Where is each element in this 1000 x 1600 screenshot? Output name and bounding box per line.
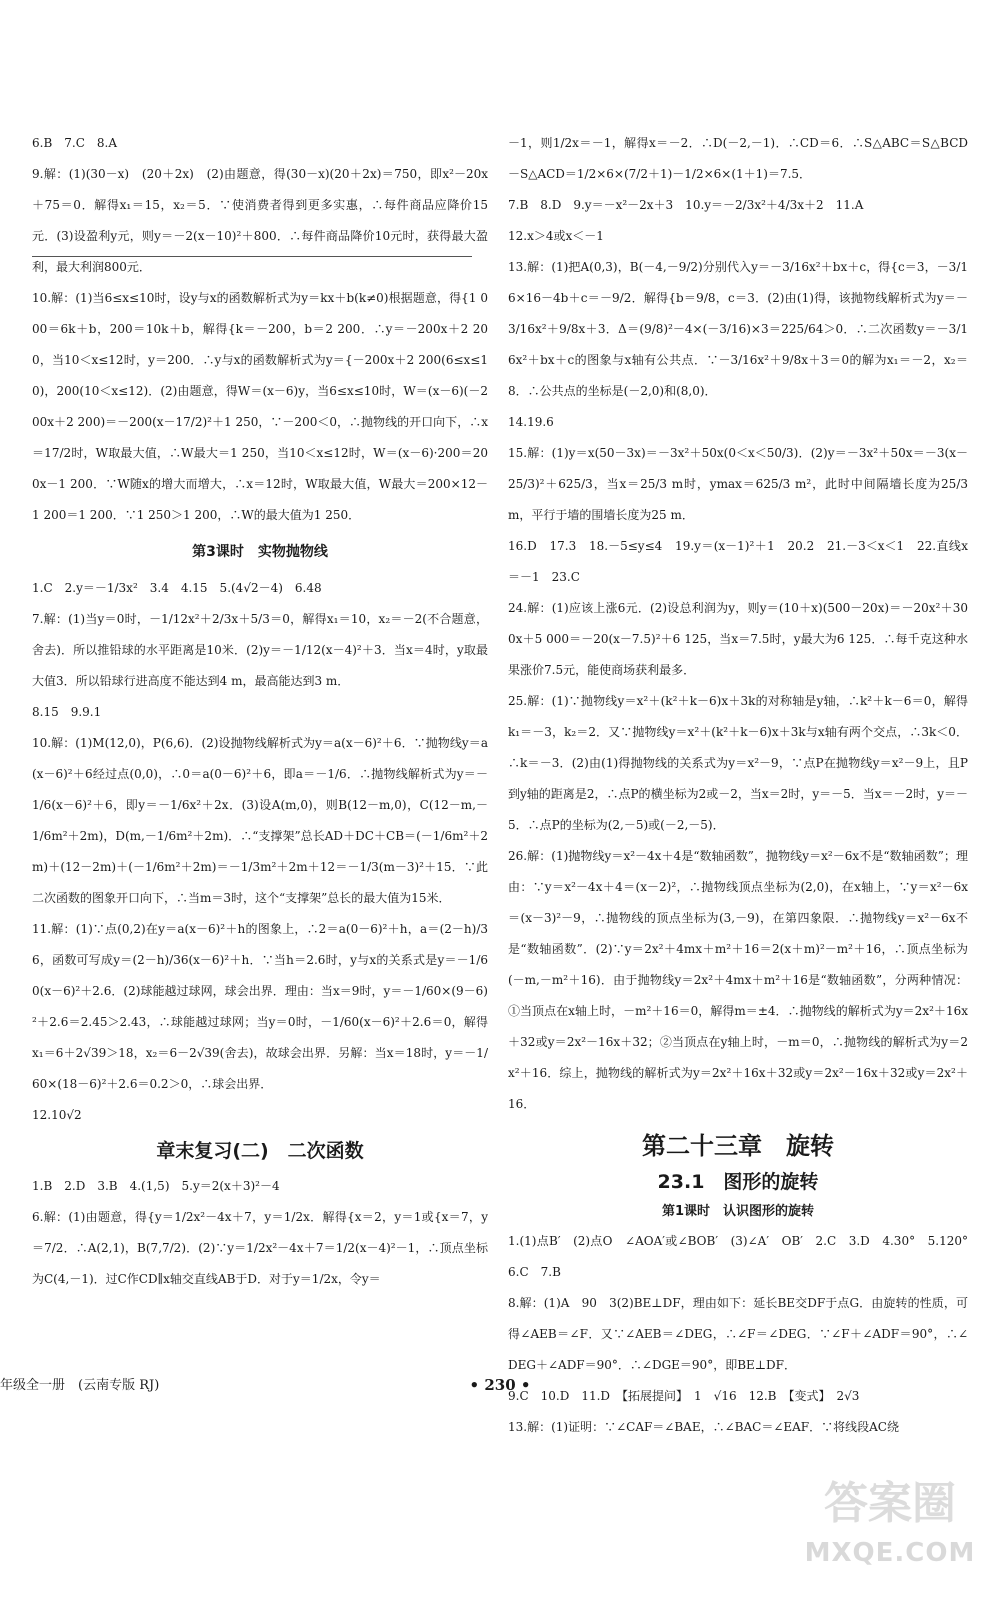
watermark <box>790 1468 990 1578</box>
answer-paragraph: 15.解：(1)y＝x(50－3x)＝－3x²＋50x(0＜x＜50/3)．(2)y＝－3x²＋50x＝－3(x－25/3)²＋625/3，当x＝25/3 m时，ymax＝625/3 m²，此时中间隔墙长度为25/3 m，平行于墙的围墙长度为25 m． <box>508 446 968 522</box>
section-heading: 第3课时 实物抛物线 <box>192 544 328 560</box>
watermark-site: MXQE.COM <box>804 1538 976 1568</box>
answer-paragraph: 13.解：(1)把A(0,3)，B(－4,－9/2)分别代入y＝－3/16x²＋bx＋c，得{c＝3，－3/16×16－4b＋c＝－9/2．解得{b＝9/8，c＝3．(2)由(1)得，该抛物线解析式为y＝－3/16x²＋9/8x＋3．Δ＝(9/8)²－4×(－3/16)×3＝225/64＞0．∴二次函数y＝－3/16x²＋bx＋c的图象与x轴有公共点．∵－3/16x²＋9/8x＋3＝0的解为x₁＝－2，x₂＝8．∴公共点的坐标是(－2,0)和(8,0)． <box>508 260 968 398</box>
answer-paragraph: －1，则1/2x＝－1，解得x＝－2．∴D(－2,－1)．∴CD＝6．∴S△ABC＝S△BCD－S△ACD＝1/2×6×(7/2＋1)－1/2×6×(1＋1)＝7.5． <box>508 136 968 181</box>
answer-paragraph: 13.解：(1)证明：∵∠CAF＝∠BAE，∴∠BAC＝∠EAF．∵将线段AC绕 <box>508 1420 899 1434</box>
answer-paragraph: 6.B 7.C 8.A <box>32 136 118 150</box>
right-column <box>508 128 981 1443</box>
answer-paragraph: 10.解：(1)M(12,0)，P(6,6)．(2)设抛物线解析式为y＝a(x－6)²＋6．∵抛物线y＝a(x－6)²＋6经过点(0,0)，∴0＝a(0－6)²＋6，即a＝－1/6．∴抛物线解析式为y＝－1/6(x－6)²＋6，即y＝－1/6x²＋2x．(3)设A(m,0)，则B(12－m,0)，C(12－m,－1/6m²＋2m)，D(m,－1/6m²＋2m)．∴“支撑架”总长AD＋DC＋CB＝(－1/6m²＋2m)＋(12－2m)＋(－1/6m²＋2m)＝－1/3m²＋2m＋12＝－1/3(m－3)²＋15．∵此二次函数的图象开口向下，∴当m＝3时，这个“支撑架”总长的最大值为15米． <box>32 736 488 905</box>
answer-paragraph: 8.解：(1)A 90 3(2)BE⊥DF，理由如下：延长BE交DF于点G．由旋转的性质，可得∠AEB＝∠F．又∵∠AEB＝∠DEG，∴∠F＝∠DEG．∵∠F＋∠ADF＝90°，∴∠DEG＋∠ADF＝90°．∴∠DGE＝90°，即BE⊥DF． <box>508 1296 968 1372</box>
answer-paragraph: 12.x＞4或x＜－1 <box>508 229 604 243</box>
answer-paragraph: 7.B 8.D 9.y＝－x²－2x＋3 10.y＝－2/3x²＋4/3x＋2 11.A <box>508 198 864 212</box>
answer-paragraph: 7.解：(1)当y＝0时，－1/12x²＋2/3x＋5/3＝0，解得x₁＝10，x₂＝－2(不合题意，舍去)．所以推铅球的水平距离是10米．(2)y＝－1/12(x－4)²＋3．当x＝4时，y取最大值3．所以铅球行进高度不能达到4 m，最高能达到3 m． <box>32 612 488 688</box>
answer-paragraph: 25.解：(1)∵抛物线y＝x²＋(k²＋k－6)x＋3k的对称轴是y轴，∴k²＋k－6＝0，解得k₁＝－3，k₂＝2．又∵抛物线y＝x²＋(k²＋k－6)x＋3k与x轴有两个交点，∴3k＜0．∴k＝－3．(2)由(1)得抛物线的关系式为y＝x²－9，∵点P在抛物线y＝x²－9上，且P到y轴的距离是2，∴点P的横坐标为2或－2，当x＝2时，y＝－5．当x＝－2时，y＝－5．∴点P的坐标为(2,－5)或(－2,－5)． <box>508 694 968 832</box>
watermark-logo: 答案圈 <box>824 1478 956 1529</box>
answer-paragraph: 1.(1)点B′ (2)点O ∠AOA′或∠BOB′ (3)∠A′ OB′ 2.C 3.D 4.30° 5.120° 6.C 7.B <box>508 1234 981 1279</box>
left-column <box>32 128 488 1295</box>
answer-paragraph: 9.解：(1)(30－x) (20＋2x) (2)由题意，得(30－x)(20＋2x)＝750，即x²－20x＋75＝0．解得x₁＝15，x₂＝5．∵使消费者得到更多实惠，∴每件商品应降价15元．(3)设盈利y元，则y＝－2(x－10)²＋800．∴每件商品降价10元时，获得最大盈利，最大利润800元． <box>32 167 488 274</box>
answer-paragraph: 8.15 9.9.1 <box>32 705 102 719</box>
answer-paragraph: 26.解：(1)抛物线y＝x²－4x＋4是“数轴函数”，抛物线y＝x²－6x不是“数轴函数”；理由：∵y＝x²－4x＋4＝(x－2)²，∴抛物线顶点坐标为(2,0)，在x轴上，∵y＝x²－6x＝(x－3)²－9，∴抛物线的顶点坐标为(3,－9)，在第四象限．∴抛物线y＝x²－6x不是“数轴函数”．(2)∵y＝2x²＋4mx＋m²＋16＝2(x＋m)²－m²＋16，∴顶点坐标为(－m,－m²＋16)．由于抛物线y＝2x²＋4mx＋m²＋16是“数轴函数”，分两种情况：①当顶点在x轴上时，－m²＋16＝0，解得m＝±4．∴抛物线的解析式为y＝2x²＋16x＋32或y＝2x²－16x＋32；②当顶点在y轴上时，－m＝0，∴抛物线的解析式为y＝2x²＋16．综上，抛物线的解析式为y＝2x²＋16x＋32或y＝2x²－16x＋32或y＝2x²＋16． <box>508 849 968 1111</box>
section-heading: 章末复习(二) 二次函数 <box>156 1140 364 1162</box>
answer-paragraph: 14.19.6 <box>508 415 554 429</box>
section-heading: 第1课时 认识图形的旋转 <box>661 1204 815 1219</box>
answer-paragraph: 9.C 10.D 11.D 【拓展提问】 1 √16 12.B 【变式】 2√3 <box>508 1389 860 1403</box>
answer-paragraph: 1.C 2.y＝－1/3x² 3.4 4.15 5.(4√2－4) 6.48 <box>32 581 322 595</box>
answer-paragraph: 16.D 17.3 18.－5≤y≤4 19.y＝(x－1)²＋1 20.2 21.－3＜x＜1 22.直线x＝－1 23.C <box>508 539 968 584</box>
answer-paragraph: 6.解：(1)由题意，得{y＝1/2x²－4x＋7，y＝1/2x．解得{x＝2，y＝1或{x＝7，y＝7/2．∴A(2,1)，B(7,7/2)．(2)∵y＝1/2x²－4x＋7＝1/2(x－4)²－1，∴顶点坐标为C(4,－1)．过C作CD∥x轴交直线AB于D．对于y＝1/2x，令y＝ <box>32 1210 488 1286</box>
book-label: 年级全一册 (云南专版 RJ) <box>0 1378 160 1393</box>
answer-paragraph: 11.解：(1)∵点(0,2)在y＝a(x－6)²＋h的图象上，∴2＝a(0－6)²＋h，a＝(2－h)/36，函数可写成y＝(2－h)/36(x－6)²＋h．∵当h＝2.6时，y与x的关系式是y＝－1/60(x－6)²＋2.6．(2)球能越过球网，球会出界．理由：当x＝9时，y＝－1/60×(9－6)²＋2.6＝2.45＞2.43，∴球能越过球网；当y＝0时，－1/60(x－6)²＋2.6＝0，解得x₁＝6＋2√39＞18，x₂＝6－2√39(舍去)，故球会出界．另解：当x＝18时，y＝－1/60×(18－6)²＋2.6＝0.2＞0，∴球会出界． <box>32 922 488 1091</box>
section-heading: 第二十三章 旋转 <box>642 1132 834 1160</box>
page-number: • 230 • <box>469 1376 531 1394</box>
answer-paragraph: 1.B 2.D 3.B 4.(1,5) 5.y＝2(x＋3)²－4 <box>32 1179 280 1193</box>
answer-paragraph: 12.10√2 <box>32 1108 82 1122</box>
section-heading: 23.1 图形的旋转 <box>657 1171 819 1193</box>
answer-paragraph: 10.解：(1)当6≤x≤10时，设y与x的函数解析式为y＝kx＋b(k≠0)根据题意，得{1 000＝6k＋b，200＝10k＋b，解得{k＝－200，b＝2 200．∴y＝－200x＋2 200，当10＜x≤12时，y＝200．∴y与x的函数解析式为y＝{－200x＋2 200(6≤x≤10)，200(10＜x≤12)．(2)由题意，得W＝(x－6)y，当6≤x≤10时，W＝(x－6)(－200x＋2 200)＝－200(x－17/2)²＋1 250，∵－200＜0，∴抛物线的开口向下，∴x＝17/2时，W取最大值，∴W最大＝1 250，当10＜x≤12时，W＝(x－6)·200＝200x－1 200．∵W随x的增大而增大，∴x＝12时，W取最大值，W最大＝200×12－1 200＝1 200．∵1 250＞1 200，∴W的最大值为1 250． <box>32 291 488 522</box>
answer-paragraph: 24.解：(1)应该上涨6元．(2)设总利润为y，则y＝(10＋x)(500－20x)＝－20x²＋300x＋5 000＝－20(x－7.5)²＋6 125，当x＝7.5时，y最大为6 125．∴每千克这种水果涨价7.5元，能使商场获利最多． <box>508 601 968 677</box>
